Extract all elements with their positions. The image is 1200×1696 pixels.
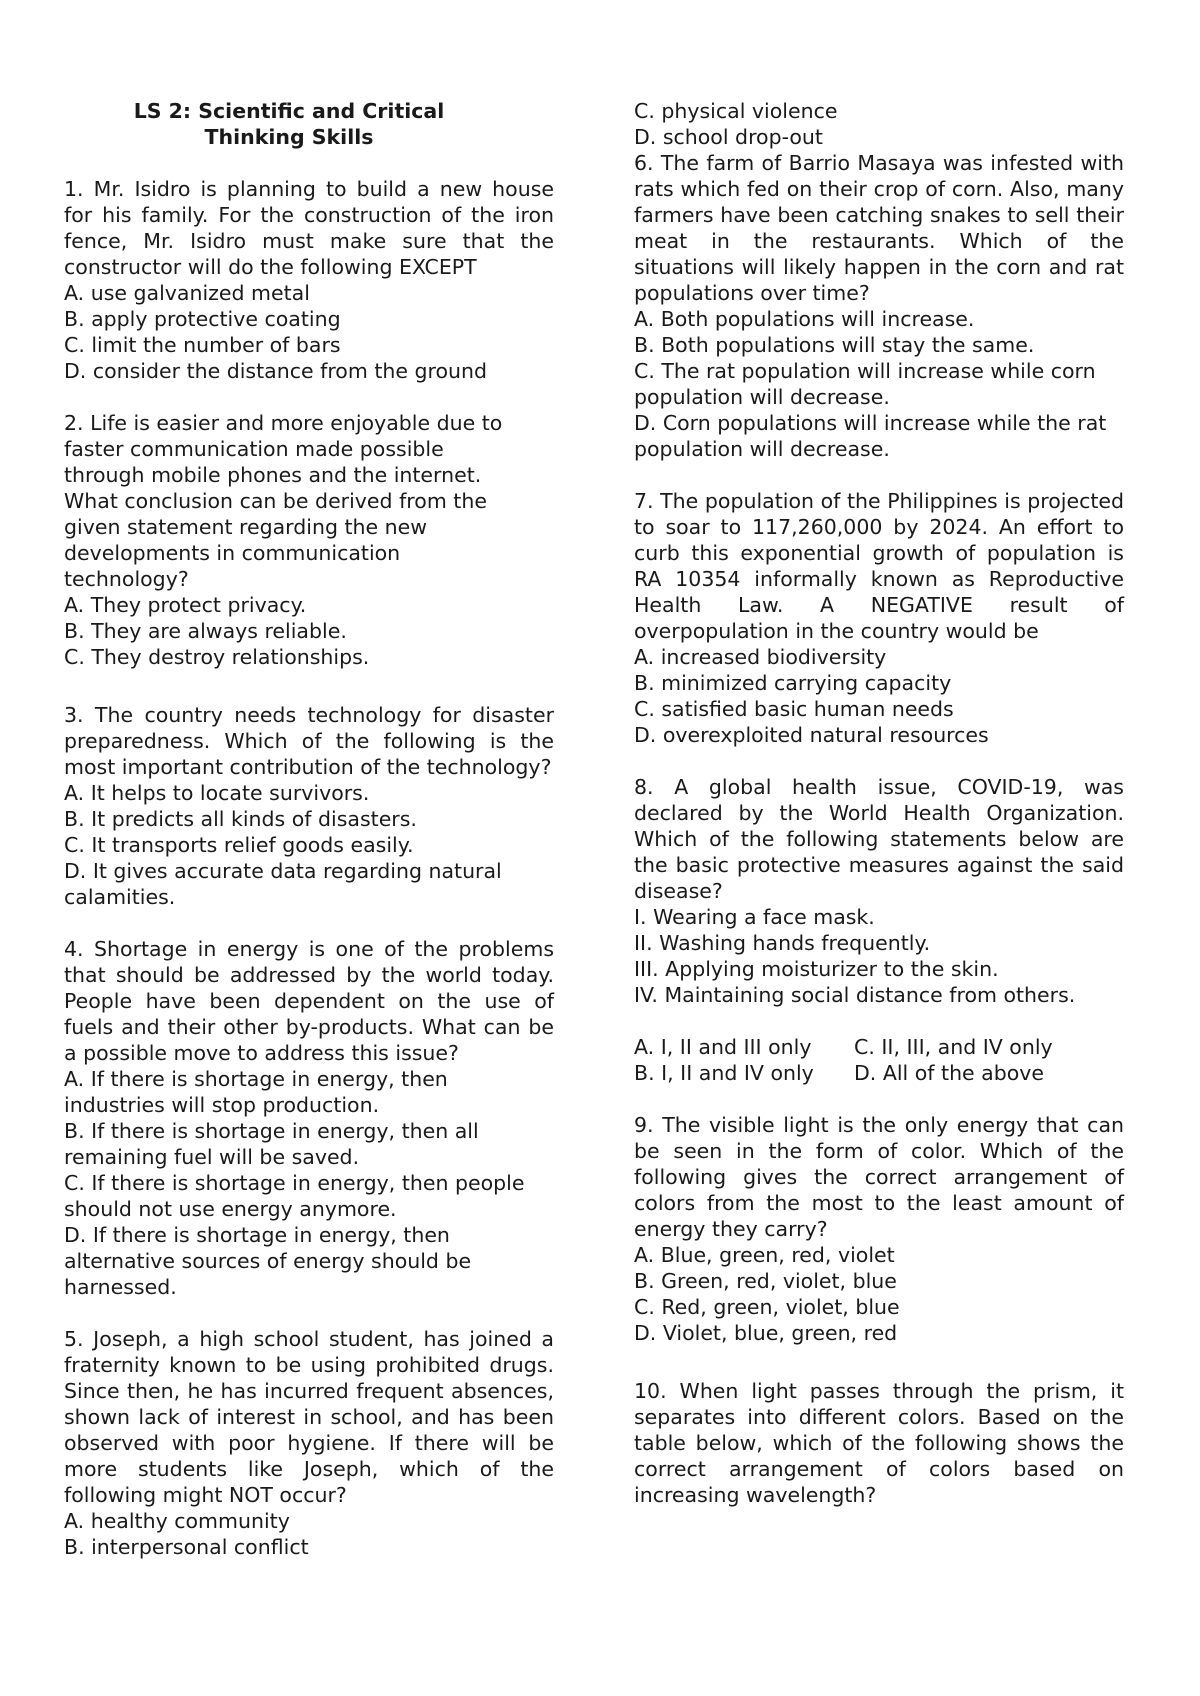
question-10 xyxy=(634,1378,1124,1508)
question-4-choice-c: C. If there is shortage in energy, then people should not use energy anymore. xyxy=(64,1171,525,1221)
question-8-item-2: II. Washing hands frequently. xyxy=(634,931,931,955)
question-9-stem: 9. The visible light is the only energy that can be seen in the form of color. Which of the following gives the correct arrangement of colors from the most to the least amount of energy they carry? xyxy=(634,1113,1124,1241)
question-2-stem-line: through mobile phones and the internet. xyxy=(64,463,482,487)
question-6-choice-b: B. Both populations will stay the same. xyxy=(634,333,1035,357)
question-3-stem: 3. The country needs technology for disaster preparedness. Which of the following is the most important contribution of the technology? xyxy=(64,703,554,779)
question-6 xyxy=(634,150,1124,462)
question-1-stem: 1. Mr. Isidro is planning to build a new house for his family. For the construction of the iron fence, Mr. Isidro must make sure that the constructor will do the following EXCEPT xyxy=(64,177,554,279)
question-3-choice-b: B. It predicts all kinds of disasters. xyxy=(64,807,417,831)
question-2 xyxy=(64,410,554,670)
question-6-stem: 6. The farm of Barrio Masaya was infested with rats which fed on their crop of corn. Also, many farmers have been catching snakes to sell their meat in the restaurants. Which of the situations will likely happen in the corn and rat populations over time? xyxy=(634,151,1124,305)
question-5-choice-a: A. healthy community xyxy=(64,1509,290,1533)
question-8-item-4: IV. Maintaining social distance from others. xyxy=(634,983,1076,1007)
question-9-choice-b: B. Green, red, violet, blue xyxy=(634,1269,897,1293)
left-column xyxy=(64,98,554,1586)
question-6-choice-a: A. Both populations will increase. xyxy=(634,307,975,331)
question-10-stem: 10. When light passes through the prism, it separates into different colors. Based on the table below, which of the following shows the correct arrangement of colors based on increasing wavelength? xyxy=(634,1379,1124,1507)
question-7-stem: 7. The population of the Philippines is projected to soar to 117,260,000 by 2024. An effort to curb this exponential growth of population is RA 10354 informally known as Reproductive Health Law. A NEGATIVE result of overpopulation in the country would be xyxy=(634,489,1124,643)
question-3-choice-d: D. It gives accurate data regarding natural calamities. xyxy=(64,859,502,909)
question-8-choice-d: D. All of the above xyxy=(854,1061,1045,1085)
question-7-choice-d: D. overexploited natural resources xyxy=(634,723,989,747)
question-9-choice-c: C. Red, green, violet, blue xyxy=(634,1295,900,1319)
title-line-1: LS 2: Scientific and Critical xyxy=(133,99,445,123)
question-6-choice-c: C. The rat population will increase while corn population will decrease. xyxy=(634,359,1096,409)
question-2-choice-c: C. They destroy relationships. xyxy=(64,645,370,669)
question-9 xyxy=(634,1112,1124,1346)
question-3 xyxy=(64,702,554,910)
question-8-choice-a: A. I, II and III only xyxy=(634,1035,812,1059)
question-8-choice-b: B. I, II and IV only xyxy=(634,1061,814,1085)
question-3-choice-c: C. It transports relief goods easily. xyxy=(64,833,414,857)
question-5-choice-c: C. physical violence xyxy=(634,99,838,123)
question-9-choice-a: A. Blue, green, red, violet xyxy=(634,1243,895,1267)
question-8-stem: 8. A global health issue, COVID-19, was declared by the World Health Organization. Which of the following statements below are the basic protective measures against the said disease? xyxy=(634,775,1124,903)
question-7-choice-c: C. satisfied basic human needs xyxy=(634,697,954,721)
question-8-item-3: III. Applying moisturizer to the skin. xyxy=(634,957,999,981)
title-line-2: Thinking Skills xyxy=(204,125,374,149)
question-4-choice-b: B. If there is shortage in energy, then all remaining fuel will be saved. xyxy=(64,1119,479,1169)
question-4-choice-d: D. If there is shortage in energy, then alternative sources of energy should be harnessed. xyxy=(64,1223,472,1299)
question-8-item-1: I. Wearing a face mask. xyxy=(634,905,875,929)
question-2-stem-line: given statement regarding the new xyxy=(64,515,428,539)
question-1-choice-a: A. use galvanized metal xyxy=(64,281,310,305)
question-1 xyxy=(64,176,554,384)
question-4-stem: 4. Shortage in energy is one of the problems that should be addressed by the world today. People have been dependent on the use of fuels and their other by-products. What can be a possible move to address this issue? xyxy=(64,937,554,1065)
question-5-choice-b: B. interpersonal conflict xyxy=(64,1535,309,1559)
question-7 xyxy=(634,488,1124,748)
question-5-choice-d: D. school drop-out xyxy=(634,125,823,149)
question-7-choice-a: A. increased biodiversity xyxy=(634,645,887,669)
question-5-continued xyxy=(634,98,1124,150)
question-2-stem-line: faster communication made possible xyxy=(64,437,444,461)
question-2-choice-a: A. They protect privacy. xyxy=(64,593,307,617)
question-5-stem: 5. Joseph, a high school student, has joined a fraternity known to be using prohibited drugs. Since then, he has incurred frequent absences, shown lack of interest in school, and has been observed with poor hygiene. If there will be more students like Joseph, which of the following might NOT occur? xyxy=(64,1327,554,1507)
question-4 xyxy=(64,936,554,1300)
question-8-choice-c: C. II, III, and IV only xyxy=(854,1035,1053,1059)
right-column xyxy=(634,98,1124,1534)
question-2-stem xyxy=(64,410,554,592)
question-2-choice-b: B. They are always reliable. xyxy=(64,619,347,643)
question-8 xyxy=(634,774,1124,1086)
question-1-choice-d: D. consider the distance from the ground xyxy=(64,359,488,383)
question-9-choice-d: D. Violet, blue, green, red xyxy=(634,1321,898,1345)
question-2-stem-line: 2. Life is easier and more enjoyable due to xyxy=(64,411,503,435)
question-2-stem-line: technology? xyxy=(64,567,189,591)
question-5 xyxy=(64,1326,554,1560)
question-2-stem-line: developments in communication xyxy=(64,541,401,565)
question-1-choice-c: C. limit the number of bars xyxy=(64,333,341,357)
question-2-stem-line: What conclusion can be derived from the xyxy=(64,489,487,513)
page-title xyxy=(64,98,554,150)
question-3-choice-a: A. It helps to locate survivors. xyxy=(64,781,370,805)
question-1-choice-b: B. apply protective coating xyxy=(64,307,341,331)
question-7-choice-b: B. minimized carrying capacity xyxy=(634,671,952,695)
question-4-choice-a: A. If there is shortage in energy, then industries will stop production. xyxy=(64,1067,448,1117)
question-6-choice-d: D. Corn populations will increase while the rat population will decrease. xyxy=(634,411,1107,461)
question-8-choices xyxy=(634,1034,1124,1086)
